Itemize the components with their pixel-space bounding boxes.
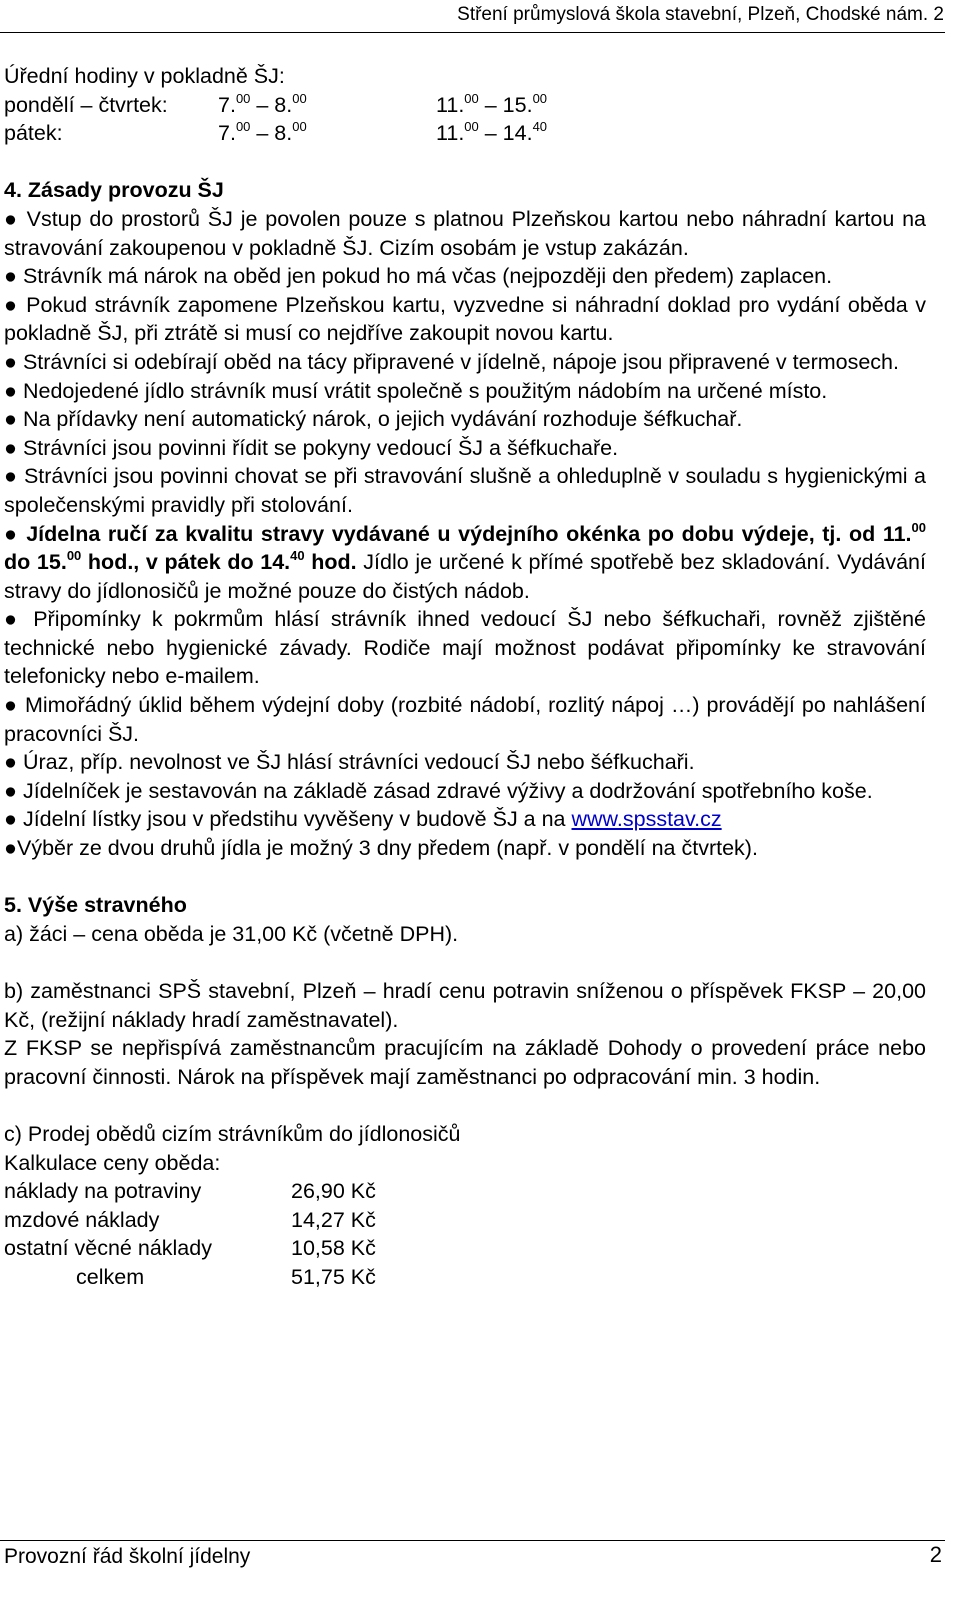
hours-label: pátek:	[4, 121, 63, 146]
calc-value: 26,90 Kč	[291, 1179, 376, 1204]
rule-item: ● Pokud strávník zapomene Plzeňskou kartu, vyzvedne si náhradní doklad pro vydání oběda v pokladně ŠJ, při ztrátě si musí co nejdříve zakoupit novou kartu.	[4, 292, 926, 346]
rule-item: ●Výběr ze dvou druhů jídla je možný 3 dny předem (např. v pondělí na čtvrtek).	[4, 836, 758, 861]
hours-afternoon: 11.00 – 15.00	[436, 90, 548, 117]
hours-morning: 7.00 – 8.00	[218, 90, 307, 117]
calc-value: 10,58 Kč	[291, 1236, 376, 1261]
rule-item: ● Úraz, příp. nevolnost ve ŠJ hlásí strávníci vedoucí ŠJ nebo šéfkuchaři.	[4, 750, 695, 775]
quality-guarantee-item: ● Jídelna ručí za kvalitu stravy vydávané u výdejního okénka po dobu výdeje, tj. od 11.00 do 15.00 hod., v pátek do 14.40 hod. Jídlo je určené k přímé spotřebě bez skladování. Vydávání stravy do jídlonosičů je možné pouze do čistých nádob.	[4, 519, 926, 603]
rule-item: ● Mimořádný úklid během výdejní doby (rozbité nádobí, rozlitý nápoj …) provádějí po nahlášení pracovníci ŠJ.	[4, 693, 926, 746]
header-divider	[0, 32, 945, 33]
calc-row	[4, 1206, 926, 1235]
rule-item: ● Připomínky k pokrmům hlásí strávník ihned vedoucí ŠJ nebo šéfkuchaři, rovněž zjištěné technické nebo hygienické závady. Rodiče mají možnost podávat připomínky ke stravování telefonicky nebo e-mailem.	[4, 607, 926, 689]
office-hours-row-weekdays	[4, 91, 926, 120]
price-employees: b) zaměstnanci SPŠ stavební, Plzeň – hradí cenu potravin sníženou o příspěvek FKSP – 20,00 Kč, (režijní náklady hradí zaměstnavatel).	[4, 979, 926, 1032]
calc-row	[4, 1177, 926, 1206]
price-external: c) Prodej obědů cizím strávníkům do jídlonosičů	[4, 1121, 461, 1146]
menu-notice-item: ● Jídelní lístky jsou v předstihu vyvěšeny v budově ŠJ a na www.spsstav.cz	[4, 807, 722, 832]
calc-label: mzdové náklady	[4, 1207, 160, 1232]
calc-total-row	[4, 1263, 926, 1292]
document-body	[4, 62, 926, 1292]
calc-title: Kalkulace ceny oběda:	[4, 1150, 221, 1175]
calc-total-label: celkem	[76, 1264, 145, 1289]
footer-title: Provozní řád školní jídelny	[4, 1545, 251, 1568]
hours-afternoon: 11.00 – 14.40	[436, 119, 548, 146]
spacer	[4, 948, 926, 977]
calc-total-value: 51,75 Kč	[291, 1264, 376, 1289]
website-link[interactable]: www.spsstav.cz	[571, 807, 722, 832]
calc-value: 14,27 Kč	[291, 1207, 376, 1232]
footer-divider	[0, 1540, 945, 1541]
page-number: 2	[929, 1542, 942, 1567]
rule-item: ● Strávníci jsou povinni řídit se pokyny vedoucí ŠJ a šéfkuchaře.	[4, 435, 619, 460]
rule-item: ● Vstup do prostorů ŠJ je povolen pouze s platnou Plzeňskou kartou nebo náhradní kartou na stravování zakoupenou v pokladně ŠJ. Cizím osobám je vstup zakázán.	[4, 206, 926, 260]
section-5-heading: 5. Výše stravného	[4, 893, 187, 918]
fksp-note: Z FKSP se nepřispívá zaměstnancům pracujícím na základě Dohody o provedení práce nebo pracovní činnosti. Nárok na příspěvek mají zaměstnanci po odpracování min. 3 hodin.	[4, 1036, 926, 1089]
rule-item: ● Strávník má nárok na oběd jen pokud ho má včas (nejpozději den předem) zaplacen.	[4, 264, 833, 289]
rule-item: ● Strávníci jsou povinni chovat se při stravování slušně a ohleduplně v souladu s hygienickými a společenskými pravidly při stolování.	[4, 464, 926, 517]
calc-label: ostatní věcné náklady	[4, 1236, 212, 1261]
spacer	[4, 863, 926, 892]
calc-label: náklady na potraviny	[4, 1179, 202, 1204]
page-header: Stření průmyslová škola stavební, Plzeň, Chodské nám. 2	[457, 4, 944, 25]
hours-label: pondělí – čtvrtek:	[4, 92, 168, 117]
hours-morning: 7.00 – 8.00	[218, 119, 307, 146]
calc-row	[4, 1234, 926, 1263]
price-students: a) žáci – cena oběda je 31,00 Kč (včetně DPH).	[4, 921, 459, 946]
rule-item: ● Strávníci si odebírají oběd na tácy připravené v jídelně, nápoje jsou připravené v termosech.	[4, 349, 899, 374]
section-4-heading: 4. Zásady provozu ŠJ	[4, 178, 224, 203]
office-hours-row-friday	[4, 119, 926, 148]
spacer	[4, 1091, 926, 1120]
rule-item: ● Jídelníček je sestavován na základě zásad zdravé výživy a dodržování spotřebního koše.	[4, 778, 873, 803]
rule-item: ● Na přídavky není automatický nárok, o jejich vydávání rozhoduje šéfkuchař.	[4, 407, 743, 432]
rule-item: ● Nedojedené jídlo strávník musí vrátit společně s použitým nádobím na určené místo.	[4, 378, 828, 403]
office-hours-title: Úřední hodiny v pokladně ŠJ:	[4, 64, 285, 88]
spacer	[4, 148, 926, 177]
